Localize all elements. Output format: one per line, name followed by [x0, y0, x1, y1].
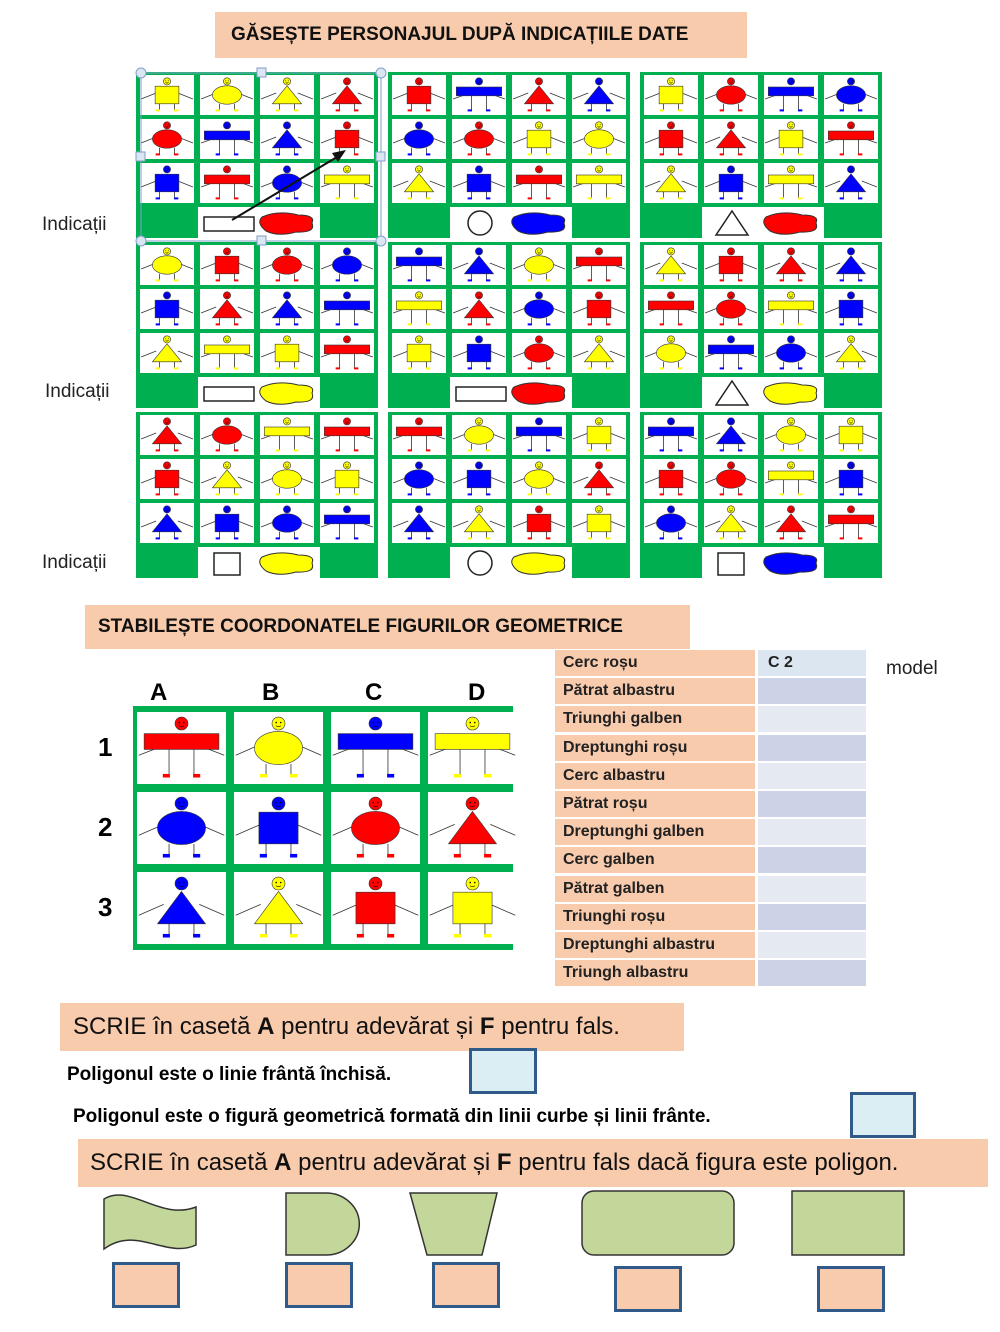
- character-figure-8-1: [704, 415, 758, 455]
- table-answer-cell[interactable]: [758, 932, 866, 958]
- rectangle-shape: [792, 1191, 904, 1255]
- statement-1: Poligonul este o linie frântă închisă.: [67, 1064, 392, 1085]
- character-figure-6-10: [260, 503, 314, 543]
- table-answer-cell[interactable]: [758, 847, 866, 873]
- character-figure-2-4: [644, 119, 698, 159]
- character-figure-1-0: [392, 75, 446, 115]
- character-figure-0-1: [234, 712, 323, 784]
- character-figure-2-8: [644, 163, 698, 203]
- character-figure-8-3: [824, 415, 878, 455]
- clue-box: [450, 207, 572, 238]
- character-figure-0-3: [428, 712, 517, 784]
- character-figure-4-3: [572, 245, 626, 285]
- character-figure-8-6: [764, 459, 818, 499]
- puzzle-panel: [640, 72, 882, 238]
- puzzle-panel: [388, 242, 630, 408]
- character-figure-1-6: [512, 119, 566, 159]
- row-label-3: 3: [98, 892, 113, 922]
- character-figure-2-2: [331, 872, 420, 944]
- character-figure-7-5: [452, 459, 506, 499]
- column-label-c: C: [365, 679, 383, 706]
- character-figure-2-1: [704, 75, 758, 115]
- table-shape-label: Cerc albastru: [555, 763, 755, 789]
- character-figure-2-1: [234, 872, 323, 944]
- character-figure-4-10: [512, 333, 566, 373]
- character-figure-1-5: [452, 119, 506, 159]
- rounded-rectangle-shape: [582, 1191, 734, 1255]
- character-figure-8-10: [764, 503, 818, 543]
- answer-box-rounded-rectangle-shape[interactable]: [614, 1266, 682, 1312]
- character-figure-3-8: [140, 333, 194, 373]
- trapezoid-shape: [410, 1193, 497, 1255]
- character-figure-7-1: [452, 415, 506, 455]
- character-figure-5-1: [704, 245, 758, 285]
- character-figure-1-3: [572, 75, 626, 115]
- wavy-shape: [104, 1195, 196, 1249]
- table-shape-label: Pătrat albastru: [555, 678, 755, 704]
- character-figure-0-2: [331, 712, 420, 784]
- character-figure-8-9: [704, 503, 758, 543]
- column-label-a: A: [150, 679, 168, 706]
- table-answer-cell[interactable]: [758, 763, 866, 789]
- character-puzzle-grid: [132, 70, 892, 586]
- table-answer-cell[interactable]: [758, 678, 866, 704]
- table-model-answer: C 2: [758, 650, 866, 676]
- clue-box: [702, 207, 824, 238]
- character-figure-7-6: [512, 459, 566, 499]
- title-text-mid: pentru adevărat și: [274, 1013, 480, 1040]
- character-figure-7-10: [512, 503, 566, 543]
- title-text-pre: SCRIE în casetă: [90, 1149, 275, 1176]
- section1-title: GĂSEȘTE PERSONAJUL DUPĂ INDICAȚIILE DATE: [215, 12, 747, 58]
- character-figure-7-11: [572, 503, 626, 543]
- character-figure-7-7: [572, 459, 626, 499]
- table-shape-label: Dreptunghi roșu: [555, 735, 755, 761]
- character-figure-2-0: [137, 872, 226, 944]
- section3-title: [60, 1003, 684, 1051]
- character-figure-1-7: [572, 119, 626, 159]
- clue-box: [198, 377, 320, 408]
- character-figure-7-8: [392, 503, 446, 543]
- answer-box-wavy-shape[interactable]: [112, 1262, 180, 1308]
- character-figure-3-2: [260, 245, 314, 285]
- character-figure-1-8: [392, 163, 446, 203]
- character-figure-6-11: [320, 503, 374, 543]
- character-figure-5-7: [824, 289, 878, 329]
- character-figure-5-4: [644, 289, 698, 329]
- character-figure-8-4: [644, 459, 698, 499]
- character-figure-6-8: [140, 503, 194, 543]
- character-figure-1-4: [392, 119, 446, 159]
- table-shape-label: Pătrat galben: [555, 876, 755, 902]
- character-figure-3-9: [200, 333, 254, 373]
- table-shape-label: Triunghi roșu: [555, 904, 755, 930]
- character-figure-6-2: [260, 415, 314, 455]
- character-figure-6-7: [320, 459, 374, 499]
- table-answer-cell[interactable]: [758, 904, 866, 930]
- answer-box-statement-1[interactable]: [469, 1048, 537, 1094]
- character-figure-1-2: [331, 792, 420, 864]
- character-figure-2-3: [428, 872, 517, 944]
- answer-box-d-shape[interactable]: [285, 1262, 353, 1308]
- table-answer-cell[interactable]: [758, 960, 866, 986]
- clue-box: [702, 377, 824, 408]
- character-figure-4-0: [392, 245, 446, 285]
- title-text-a: A: [257, 1013, 275, 1040]
- clue-box: [450, 547, 572, 578]
- selection-arrow-overlay: [132, 70, 392, 250]
- character-figure-3-6: [260, 289, 314, 329]
- table-answer-cell[interactable]: [758, 819, 866, 845]
- coordinate-grid: [133, 706, 513, 950]
- table-answer-cell[interactable]: [758, 791, 866, 817]
- row-label-2: 2: [98, 812, 113, 842]
- character-figure-2-11: [824, 163, 878, 203]
- character-figure-6-0: [140, 415, 194, 455]
- puzzle-panel: [388, 72, 630, 238]
- character-figure-2-10: [764, 163, 818, 203]
- indicatii-label-3: Indicații: [42, 552, 107, 573]
- title-text-mid: pentru adevărat și: [291, 1149, 497, 1176]
- answer-box-statement-2[interactable]: [850, 1092, 916, 1138]
- character-figure-6-3: [320, 415, 374, 455]
- character-figure-4-1: [452, 245, 506, 285]
- character-figure-5-2: [764, 245, 818, 285]
- character-figure-6-9: [200, 503, 254, 543]
- answer-box-trapezoid-shape[interactable]: [432, 1262, 500, 1308]
- character-figure-4-4: [392, 289, 446, 329]
- puzzle-panel: [136, 412, 378, 578]
- character-figure-1-1: [234, 792, 323, 864]
- character-figure-1-0: [137, 792, 226, 864]
- character-figure-5-11: [824, 333, 878, 373]
- character-figure-7-9: [452, 503, 506, 543]
- character-figure-5-0: [644, 245, 698, 285]
- character-figure-3-11: [320, 333, 374, 373]
- character-figure-6-5: [200, 459, 254, 499]
- table-answer-cell[interactable]: [758, 735, 866, 761]
- character-figure-6-6: [260, 459, 314, 499]
- character-figure-2-9: [704, 163, 758, 203]
- section4-title: [78, 1139, 988, 1187]
- character-figure-2-3: [824, 75, 878, 115]
- table-answer-cell[interactable]: [758, 876, 866, 902]
- character-figure-4-6: [512, 289, 566, 329]
- character-figure-3-4: [140, 289, 194, 329]
- character-figure-1-3: [428, 792, 517, 864]
- character-figure-8-8: [644, 503, 698, 543]
- title-text-a: A: [274, 1149, 292, 1176]
- character-figure-2-5: [704, 119, 758, 159]
- table-answer-cell[interactable]: [758, 706, 866, 732]
- character-figure-3-7: [320, 289, 374, 329]
- d-shape: [286, 1193, 359, 1255]
- character-figure-1-9: [452, 163, 506, 203]
- character-figure-5-3: [824, 245, 878, 285]
- clue-box: [198, 547, 320, 578]
- character-figure-5-6: [764, 289, 818, 329]
- title-text-f: F: [479, 1013, 495, 1040]
- table-shape-label: Dreptunghi galben: [555, 819, 755, 845]
- puzzle-panel: [136, 242, 378, 408]
- title-text-post: pentru fals.: [494, 1013, 620, 1040]
- character-figure-4-11: [572, 333, 626, 373]
- character-figure-7-4: [392, 459, 446, 499]
- character-figure-6-4: [140, 459, 194, 499]
- character-figure-2-6: [764, 119, 818, 159]
- column-label-b: B: [262, 679, 280, 706]
- answer-box-rectangle-shape[interactable]: [817, 1266, 885, 1312]
- character-figure-2-2: [764, 75, 818, 115]
- model-label: model: [886, 658, 938, 679]
- character-figure-7-2: [512, 415, 566, 455]
- character-figure-8-5: [704, 459, 758, 499]
- character-figure-1-2: [512, 75, 566, 115]
- character-figure-2-0: [644, 75, 698, 115]
- character-figure-5-8: [644, 333, 698, 373]
- statement-2: Poligonul este o figură geometrică formată din linii curbe și linii frânte.: [73, 1106, 711, 1127]
- character-figure-8-2: [764, 415, 818, 455]
- character-figure-1-11: [572, 163, 626, 203]
- table-shape-label: Cerc galben: [555, 847, 755, 873]
- character-figure-8-11: [824, 503, 878, 543]
- title-text-f: F: [496, 1149, 512, 1176]
- character-figure-6-1: [200, 415, 254, 455]
- title-text-post: pentru fals dacă figura este poligon.: [511, 1149, 899, 1176]
- character-figure-7-3: [572, 415, 626, 455]
- character-figure-5-9: [704, 333, 758, 373]
- character-figure-4-2: [512, 245, 566, 285]
- character-figure-0-0: [137, 712, 226, 784]
- indicatii-label-2: Indicații: [45, 381, 110, 402]
- character-figure-1-1: [452, 75, 506, 115]
- character-figure-3-10: [260, 333, 314, 373]
- section2-title: STABILEȘTE COORDONATELE FIGURILOR GEOMETRICE: [85, 605, 690, 649]
- table-shape-label: Cerc roșu: [555, 650, 755, 676]
- character-figure-5-10: [764, 333, 818, 373]
- title-text-pre: SCRIE în casetă: [73, 1013, 258, 1040]
- indicatii-label-1: Indicații: [42, 214, 107, 235]
- character-figure-4-7: [572, 289, 626, 329]
- row-label-1: 1: [98, 732, 113, 762]
- character-figure-2-7: [824, 119, 878, 159]
- character-figure-1-10: [512, 163, 566, 203]
- character-figure-3-3: [320, 245, 374, 285]
- character-figure-3-5: [200, 289, 254, 329]
- character-figure-8-0: [644, 415, 698, 455]
- clue-box: [702, 547, 824, 578]
- puzzle-panel: [640, 242, 882, 408]
- character-figure-4-9: [452, 333, 506, 373]
- character-figure-8-7: [824, 459, 878, 499]
- character-figure-4-8: [392, 333, 446, 373]
- character-figure-3-0: [140, 245, 194, 285]
- table-shape-label: Triungh albastru: [555, 960, 755, 986]
- table-shape-label: Dreptunghi albastru: [555, 932, 755, 958]
- character-figure-7-0: [392, 415, 446, 455]
- character-figure-3-1: [200, 245, 254, 285]
- clue-box: [450, 377, 572, 408]
- puzzle-panel: [388, 412, 630, 578]
- polygon-shapes: [0, 1185, 1000, 1265]
- puzzle-panel: [640, 412, 882, 578]
- column-label-d: D: [468, 679, 486, 706]
- character-figure-5-5: [704, 289, 758, 329]
- table-shape-label: Pătrat roșu: [555, 791, 755, 817]
- table-shape-label: Triunghi galben: [555, 706, 755, 732]
- character-figure-4-5: [452, 289, 506, 329]
